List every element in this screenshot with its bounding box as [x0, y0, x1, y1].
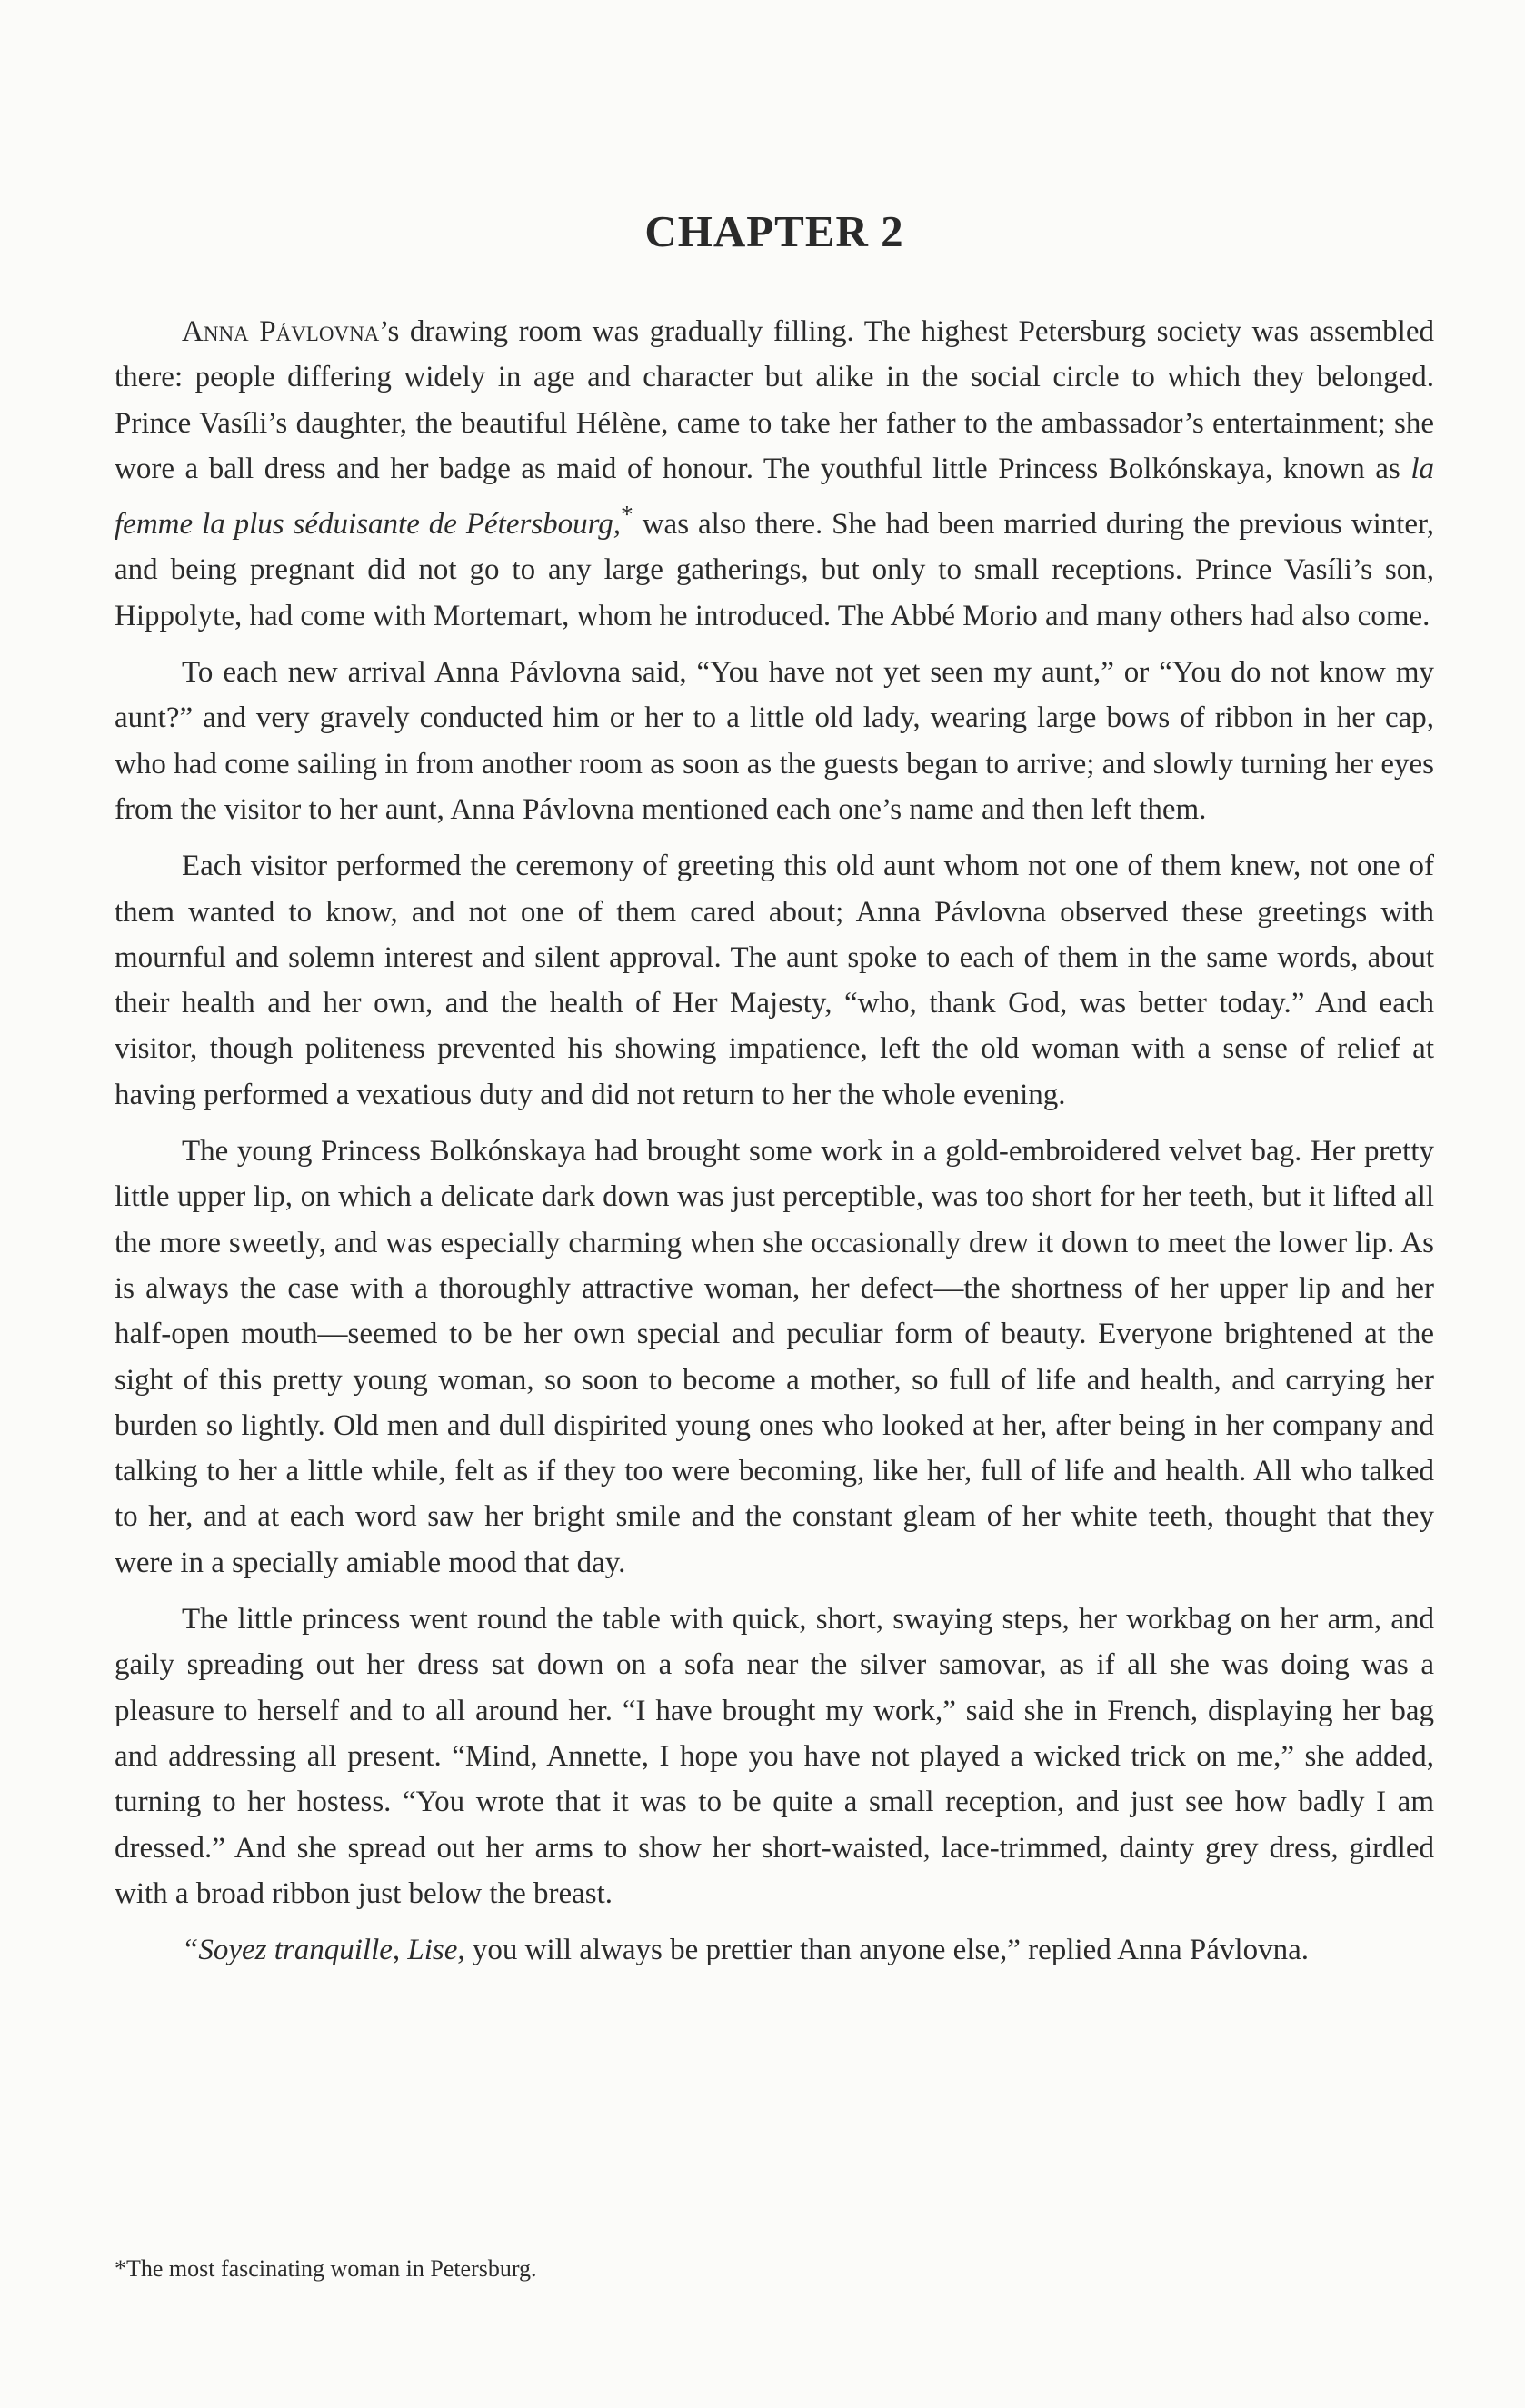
- chapter-body: [115, 309, 1434, 1984]
- paragraph-6: [115, 1927, 1434, 1973]
- footnote-marker: *: [621, 500, 633, 529]
- paragraph-5: The little princess went round the table with quick, short, swaying steps, her workbag on her arm, and gaily spreading out her dress sat down on a sofa near the silver samovar, as if all she was doing was a pleasure to herself and to all around her. “I have brought my work,” said she in French, displaying her bag and addressing all present. “Mind, Annette, I hope you have not played a wicked trick on me,” she added, turning to her hostess. “You wrote that it was to be quite a small reception, and just see how badly I am dressed.” And she spread out her arms to show her short-waisted, lace-trimmed, dainty grey dress, girdled with a broad ribbon just below the breast.: [115, 1603, 1434, 1910]
- opening-name: Anna Pávlovna: [182, 315, 380, 348]
- footnote: *The most fascinating woman in Petersburg.: [115, 2255, 537, 2282]
- chapter-title: CHAPTER 2: [644, 206, 904, 256]
- paragraph-1: [115, 309, 1434, 639]
- book-page: [115, 0, 1434, 2408]
- paragraph-3: Each visitor performed the ceremony of greeting this old aunt whom not one of them knew, not one of them wanted to know, and not one of them cared about; Anna Pávlovna observed these greetings with mournful and solemn interest and silent approval. The aunt spoke to each of them in the same words, about their health and her own, and the health of Her Majesty, “who, thank God, was better today.” And each visitor, though politeness prevented his showing impatience, left the old woman with a sense of relief at having performed a vexatious duty and did not return to her the whole evening.: [115, 850, 1434, 1111]
- paragraph-6-text: you will always be prettier than anyone else,” replied Anna Pávlovna.: [464, 1934, 1309, 1967]
- french-phrase: la femme la plus séduisante de Pétersbourg,: [115, 452, 1434, 542]
- paragraph-2: To each new arrival Anna Pávlovna said, “You have not yet seen my aunt,” or “You do not know my aunt?” and very gravely conducted him or her to a little old lady, wearing large bows of ribbon in her cap, who had come sailing in from another room as soon as the guests began to arrive; and slowly turning her eyes from the visitor to her aunt, Anna Pávlovna mentioned each one’s name and then left them.: [115, 656, 1434, 826]
- paragraph-1-text-b: was also there. She had been married during the previous winter, and being pregnant did not go to any large gatherings, but only to small receptions. Prince Vasíli’s son, Hippolyte, had come with Mortemart, whom he introduced. The Abbé Morio and many others had also come.: [115, 508, 1434, 632]
- paragraph-1-text-a: ’s drawing room was gradually filling. The highest Petersburg society was assembled there: people differing widely in age and character but alike in the social circle to which they belonged. Prince Vasíli’s daughter, the beautiful Hélène, came to take her father to the ambassador’s entertainment; she wore a ball dress and her badge as maid of honour. The youthful little Princess Bolkónskaya, known as: [115, 315, 1434, 485]
- french-quote: “Soyez tranquille, Lise,: [182, 1934, 465, 1967]
- paragraph-4: The young Princess Bolkónskaya had brought some work in a gold-embroidered velvet bag. Her pretty little upper lip, on which a delicate dark down was just perceptible, was too short for her teeth, but it lifted all the more sweetly, and was especially charming when she occasionally drew it down to meet the lower lip. As is always the case with a thoroughly attractive woman, her defect—the shortness of her upper lip and her half-open mouth—seemed to be her own special and peculiar form of beauty. Everyone brightened at the sight of this pretty young woman, so soon to become a mother, so full of life and health, and carrying her burden so lightly. Old men and dull dispirited young ones who looked at her, after being in her company and talking to her a little while, felt as if they too were becoming, like her, full of life and health. All who talked to her, and at each word saw her bright smile and the constant gleam of her white teeth, thought that they were in a specially amiable mood that day.: [115, 1135, 1434, 1579]
